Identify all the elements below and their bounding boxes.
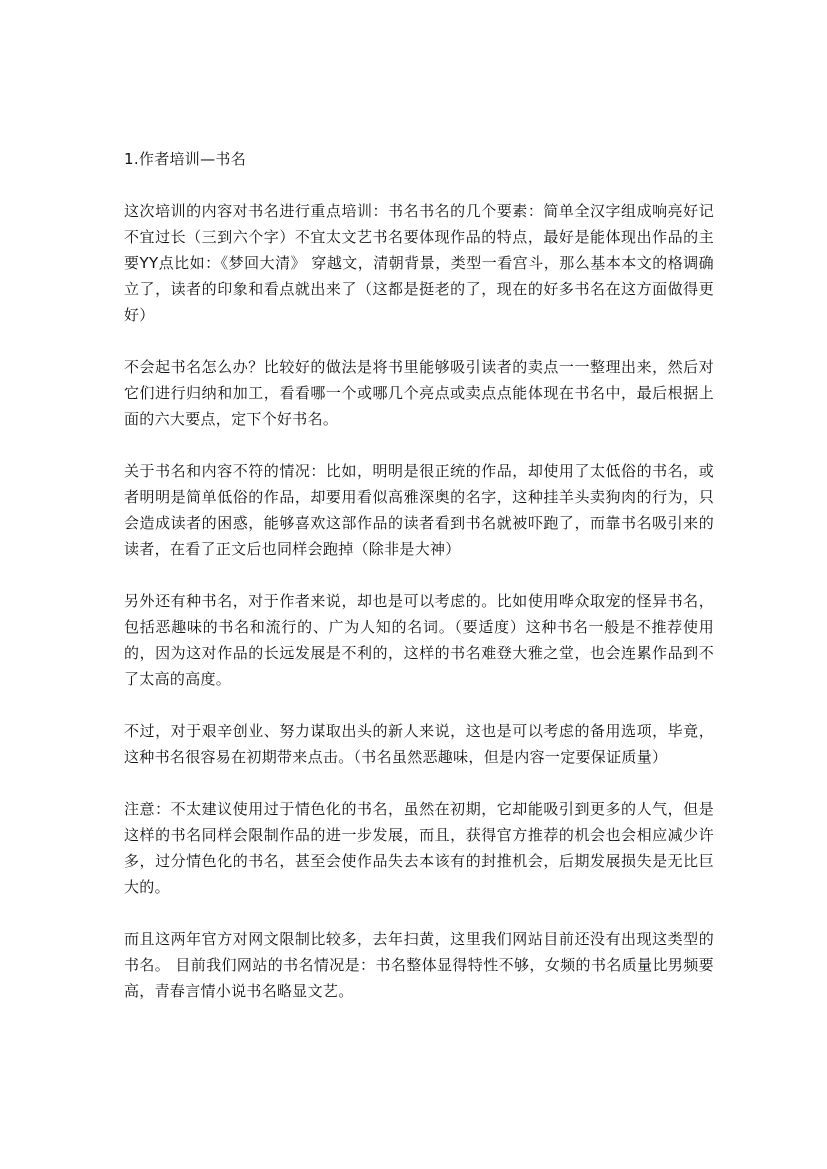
paragraph-site-status: 而且这两年官方对网文限制比较多，去年扫黄，这里我们网站目前还没有出现这类型的书名。 目前我们网站的书名情况是：书名整体显得特性不够，女频的书名质量比男频要高，青春言情小说书名略显文艺。 <box>124 930 714 1000</box>
section-title: 1.作者培训—书名 <box>124 150 247 168</box>
paragraph-caution: 注意：不太建议使用过于情色化的书名，虽然在初期，它却能吸引到更多的人气，但是这样的书名同样会限制作品的进一步发展，而且，获得官方推荐的机会也会相应减少许多，过分情色化的书名，甚至会使作品失去本该有的封推机会，后期发展损失是无比巨大的。 <box>124 800 714 896</box>
paragraph-how-to-name: 不会起书名怎么办？比较好的做法是将书里能够吸引读者的卖点一一整理出来，然后对它们进行归纳和加工，看看哪一个或哪几个亮点或卖点点能体现在书名中，最后根据上面的六大要点，定下个好书名。 <box>124 358 714 428</box>
paragraph-quirky-titles: 另外还有种书名，对于作者来说，却也是可以考虑的。比如使用哗众取宠的怪异书名，包括恶趣味的书名和流行的、广为人知的名词。（要适度）这种书名一般是不推荐使用的，因为这对作品的长远发展是不利的，这样的书名难登大雅之堂，也会连累作品到不了太高的高度。 <box>124 592 714 688</box>
paragraph-mismatch: 关于书名和内容不符的情况：比如，明明是很正统的作品，却使用了太低俗的书名，或者明明是简单低俗的作品，却要用看似高雅深奥的名字，这种挂羊头卖狗肉的行为，只会造成读者的困惑，能够喜欢这部作品的读者看到书名就被吓跑了，而靠书名吸引来的读者，在看了正文后也同样会跑掉（除非是大神） <box>124 462 714 558</box>
paragraph-training-content: 这次培训的内容对书名进行重点培训：书名书名的几个要素：简单全汉字组成响亮好记不宜过长（三到六个字）不宜太文艺书名要体现作品的特点，最好是能体现出作品的主要YY点比如：《梦回大清》 穿越文，清朝背景，类型一看宫斗，那么基本本文的格调确立了，读者的印象和看点就出来了（这都是挺老的了，现在的好多书名在这方面做得更好） <box>124 202 714 324</box>
document-page <box>124 146 714 1030</box>
paragraph-newcomers: 不过，对于艰辛创业、努力谋取出头的新人来说，这也是可以考虑的备用选项，毕竟，这种书名很容易在初期带来点击。（书名虽然恶趣味，但是内容一定要保证质量） <box>124 722 714 766</box>
